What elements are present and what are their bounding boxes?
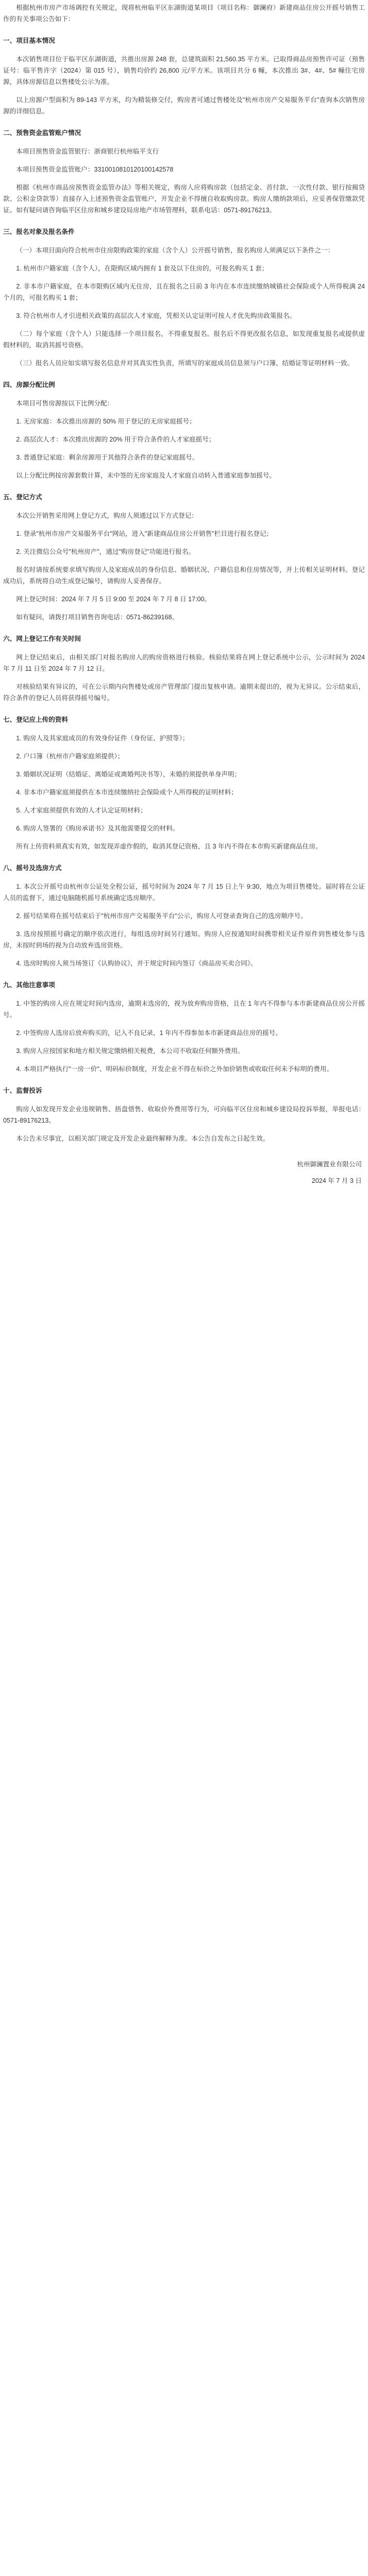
section-paragraph: 网上登记时间：2024 年 7 月 5 日 9:00 至 2024 年 7 月 8 日 17:00。: [16, 596, 211, 603]
section-heading: 一、项目基本情况: [3, 37, 55, 44]
section-paragraph: 4. 非本市户籍家庭须提供在本市连续缴纳社会保险或个人所得税的证明材料；: [16, 789, 238, 796]
section-paragraph: 3. 选房按照摇号确定的顺序依次进行，每组选房时间另行通知。购房人应按通知时间携带相关证件原件到售楼处参与选房，未按时到场的视为自动放弃选房资格。: [3, 930, 365, 949]
section-paragraph: 1. 杭州市户籍家庭（含个人），在限购区域内拥有 1 套及以下住房的，可报名购买 1 套；: [16, 265, 269, 272]
section-paragraph: 1. 登录"杭州市房产交易服务平台"网站，进入"新建商品住房公开销售"栏目进行报名登记；: [16, 530, 273, 537]
section-paragraph: 对核验结果有异议的，可在公示期内向售楼处或房产管理部门提出复核申请。逾期未提出的，视为无异议。公示结束后，符合条件的登记人员将获得摇号编号。: [3, 683, 365, 702]
section-paragraph: 以上房源户型面积为 89-143 平方米，均为精装修交付，购房者可通过售楼处及"杭州市房产交易服务平台"查询本次销售房源的详细信息。: [3, 96, 365, 115]
section-paragraph: 2. 关注微信公众号"杭州房产"，通过"购房登记"功能进行报名。: [16, 548, 195, 555]
section-heading: 五、登记方式: [3, 494, 42, 501]
section-paragraph: 4. 选房时购房人须当场签订《认购协议》，并于规定时间内签订《商品房买卖合同》。: [16, 960, 257, 967]
section-heading: 七、登记应上传的资料: [3, 716, 68, 723]
section-paragraph: 2. 中签购房人选房后放弃购买的，记入不良记录，1 年内不得参加本市新建商品住房的摇号。: [16, 1029, 282, 1037]
section-paragraph: 3. 符合杭州市人才引进相关政策的高层次人才家庭，凭相关认定证明可按人才优先购房政策报名。: [16, 312, 296, 319]
section-paragraph: 本项目预售资金监管银行：浙商银行杭州临平支行: [16, 148, 159, 155]
signature-company: 杭州御澜置业有限公司: [297, 1161, 362, 1168]
signature-date: 2024 年 7 月 3 日: [311, 1177, 362, 1184]
section-paragraph: 2. 摇号结果将在摇号结束后于"杭州市房产交易服务平台"公示，购房人可登录查询自己的选房顺序号。: [16, 912, 307, 920]
section-paragraph: 2. 非本市户籍家庭，在本市限购区域内无住房，且在报名之日前 3 年内在本市连续缴纳城镇社会保险或个人所得税满 24 个月的，可报名购买 1 套；: [3, 283, 367, 301]
section-heading: 六、网上登记工作有关时间: [3, 635, 81, 642]
section-paragraph: 5. 人才家庭须提供有效的人才认定证明材料；: [16, 807, 147, 814]
section-heading: 二、预售资金监管账户情况: [3, 129, 81, 137]
section-paragraph: 本公告未尽事宜，以相关部门规定及开发企业最终解释为准。本公告自发布之日起生效。: [16, 1135, 270, 1142]
section-paragraph: 如有疑问，请拨打项目销售咨询电话：0571-86239168。: [16, 614, 179, 621]
section-paragraph: （二）每个家庭（含个人）只能选择一个项目报名，不得重复报名。报名后不得更改报名信息，如发现重复报名或提供虚假材料的，取消其摇号资格。: [3, 330, 365, 349]
section-heading: 九、其他注意事项: [3, 981, 55, 989]
section-paragraph: 6. 购房人签署的《购房承诺书》及其他需要提交的材料。: [16, 825, 179, 832]
section-paragraph: 3. 购房人应按国家和地方相关规定缴纳相关税费，本公司不收取任何额外费用。: [16, 1047, 244, 1055]
section-paragraph: 报名时请按系统要求填写购房人及家庭成员的身份信息、婚姻状况、户籍信息和住房情况等，并上传相关证明材料。登记成功后，系统将自动生成登记编号，请购房人妥善保存。: [3, 566, 365, 585]
section-heading: 四、房源分配比例: [3, 381, 55, 388]
section-paragraph: 本次公开销售采用网上登记方式，购房人须通过以下方式登记：: [16, 512, 198, 519]
sections-container: [3, 35, 365, 1144]
section-paragraph: 2. 高层次人才：本次推出房源的 20% 用于符合条件的人才家庭摇号；: [16, 436, 215, 443]
section-paragraph: 1. 中签的购房人应在规定时间内选房，逾期未选房的，视为放弃购房资格，且在 1 年内不得参与本市新建商品住房公开摇号。: [3, 1000, 365, 1019]
section-paragraph: 3. 普通登记家庭：剩余房源用于其他符合条件的登记家庭摇号。: [16, 454, 199, 461]
section-paragraph: 网上登记结束后，由相关部门对报名购房人的购房资格进行核验。核验结果将在网上登记系统中公示，公示时间为 2024 年 7 月 11 日至 2024 年 7 月 12 日。: [3, 654, 367, 672]
section-paragraph: 1. 购房人及其家庭成员的有效身份证件（身份证、护照等）；: [16, 735, 189, 742]
announcement-document: [3, 2, 365, 1192]
section-paragraph: （三）报名人员应如实填写报名信息并对其真实性负责，所填写的家庭成员信息须与户口簿、结婚证等证明材料一致。: [16, 360, 354, 367]
section-paragraph: 所有上传资料须真实有效，如发现弄虚作假的，取消其登记资格，且 3 年内不得在本市购买新建商品住房。: [16, 843, 322, 850]
section-paragraph: 2. 户口簿（杭州市户籍家庭须提供）；: [16, 753, 124, 760]
section-paragraph: 本项目预售资金监管账户：3310010810120100142578: [16, 166, 174, 173]
section-paragraph: 4. 本项目严格执行"一房一价"、明码标价制度，开发企业不得在标价之外加价销售或收取任何未予标明的费用。: [16, 1065, 333, 1073]
section-heading: 三、报名对象及报名条件: [3, 228, 75, 235]
section-paragraph: 1. 本次公开摇号由杭州市公证处全程公证，摇号时间为 2024 年 7 月 15 日上午 9:30，地点为项目售楼处。届时将在公证人员的监督下，通过电脑随机摇号系统确定选房顺序。: [3, 883, 365, 902]
section-paragraph: 根据《杭州市商品房预售资金监管办法》等相关规定，购房人应将购房款（包括定金、首付款、一次性付款、银行按揭贷款、公积金贷款等）直接存入上述预售资金监管账户，开发企业不得擅自收取购房款。购房人缴纳款项后，应妥善保管缴款凭证。如有疑问请咨询临平区住房和城乡建设局房地产市场管理科，联系电话：0571-89176213。: [3, 184, 365, 214]
section-paragraph: 3. 婚姻状况证明（结婚证、离婚证或离婚判决书等），未婚的须提供单身声明；: [16, 771, 241, 778]
section-paragraph: 1. 无房家庭：本次推出房源的 50% 用于登记的无房家庭摇号；: [16, 418, 196, 425]
section-heading: 十、监督投诉: [3, 1087, 42, 1094]
section-paragraph: 购房人如发现开发企业违规销售、捂盘惜售、收取价外费用等行为，可向临平区住房和城乡建设局投诉举报，举报电话：0571-89176213。: [3, 1106, 365, 1124]
section-paragraph: 本项目可售房源按以下比例分配：: [16, 400, 114, 407]
intro-paragraph: 根据杭州市房产市场调控有关规定，现将杭州临平区东湖街道某项目（项目名称：御澜府）新建商品住房公开摇号销售工作的有关事项公告如下：: [3, 4, 365, 23]
section-heading: 八、摇号及选房方式: [3, 865, 62, 872]
section-paragraph: 以上分配比例按房源套数计算，未中签的无房家庭及人才家庭自动转入普通家庭参加摇号。: [16, 472, 276, 479]
section-paragraph: 本次销售项目位于临平区东湖街道，共推出房源 248 套，总建筑面积 21,560.35 平方米。已取得商品房预售许可证（预售证号：临平售许字（2024）第 015 号），销售均价约 26,800 元/平方米。该项目共分 6 幢，本次推出 3#、4#、5# 幢住宅房源，具体房源信息以售楼处公示为准。: [3, 56, 365, 86]
section-paragraph: （一）本项目面向符合杭州市住房限购政策的家庭（含个人）公开摇号销售，报名购房人须满足以下条件之一：: [16, 247, 334, 254]
